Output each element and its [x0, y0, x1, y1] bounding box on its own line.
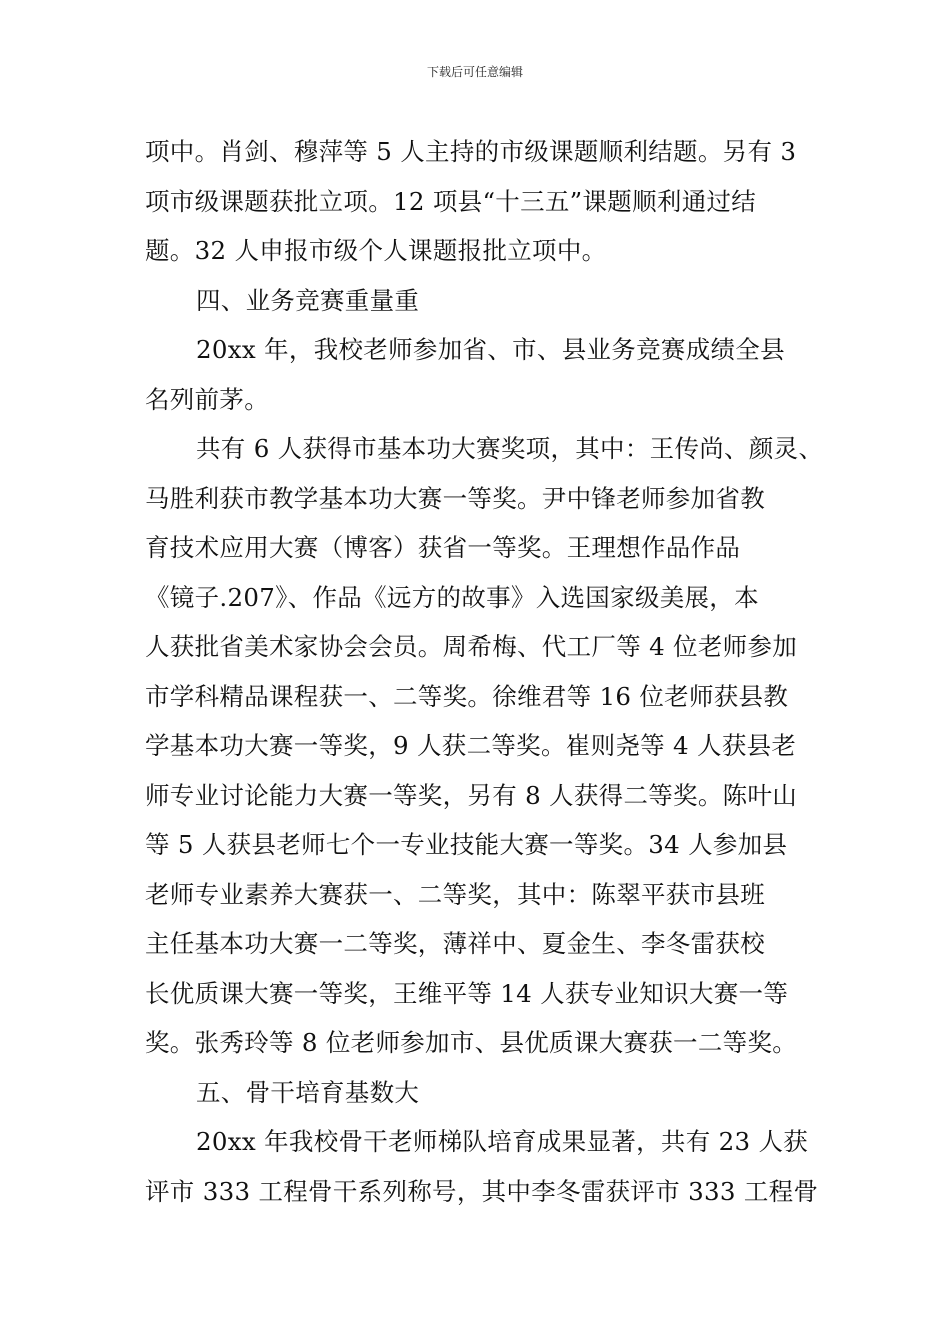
document-body — [145, 127, 824, 1216]
text-line: 项中。肖剑、穆萍等 5 人主持的市级课题顺利结题。另有 3 — [145, 137, 797, 166]
text-line: 共有 6 人获得市基本功大赛奖项，其中：王传尚、颜灵、 — [196, 434, 824, 463]
text-line: 等 5 人获县老师七个一专业技能大赛一等奖。34 人参加县 — [145, 830, 788, 859]
text-line: 学基本功大赛一等奖，9 人获二等奖。崔则尧等 4 人获县老 — [145, 731, 797, 760]
text-line: 人获批省美术家协会会员。周希梅、代工厂等 4 位老师参加 — [145, 632, 798, 661]
text-line: 20xx 年我校骨干老师梯队培育成果显著，共有 23 人获 — [196, 1127, 809, 1156]
text-line: 项市级课题获批立项。12 项县“十三五”课题顺利通过结 — [145, 186, 757, 216]
text-line: 马胜利获市教学基本功大赛一等奖。尹中锋老师参加省教 — [145, 483, 765, 513]
text-line: 老师专业素养大赛获一、二等奖，其中：陈翠平获市县班 — [145, 879, 765, 909]
text-line: 长优质课大赛一等奖，王维平等 14 人获专业知识大赛一等 — [145, 978, 789, 1008]
text-line: 题。32 人申报市级个人课题报批立项中。 — [145, 236, 607, 265]
text-line: 奖。张秀玲等 8 位老师参加市、县优质课大赛获一二等奖。 — [145, 1028, 798, 1057]
text-line: 《镜子.207》、作品《远方的故事》入选国家级美展，本 — [145, 582, 759, 612]
text-line: 市学科精品课程获一、二等奖。徐维君等 16 位老师获县教 — [145, 681, 789, 711]
text-line: 主任基本功大赛一二等奖，薄祥中、夏金生、李冬雷获校 — [145, 929, 765, 958]
section-heading: 四、业务竞赛重量重 — [196, 285, 420, 315]
text-line: 名列前茅。 — [145, 384, 269, 414]
page-header: 下载后可任意编辑 — [426, 65, 523, 79]
text-line: 20xx 年，我校老师参加省、市、县业务竞赛成绩全县 — [196, 335, 785, 364]
text-line: 师专业讨论能力大赛一等奖，另有 8 人获得二等奖。陈叶山 — [145, 780, 798, 810]
text-line: 育技术应用大赛（博客）获省一等奖。王理想作品作品 — [145, 533, 741, 562]
text-line: 评市 333 工程骨干系列称号，其中李冬雷获评市 333 工程骨 — [145, 1176, 819, 1206]
section-heading: 五、骨干培育基数大 — [196, 1077, 420, 1107]
